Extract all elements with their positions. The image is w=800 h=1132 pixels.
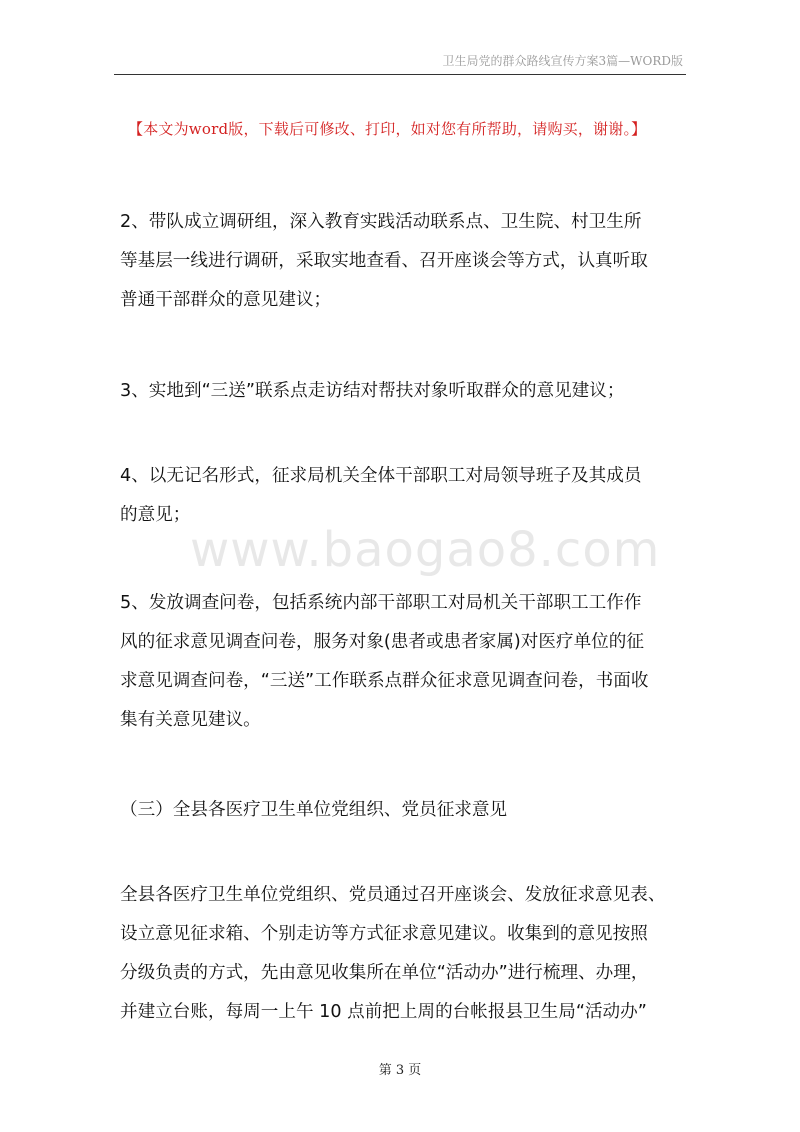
paragraph-item-2: [120, 203, 690, 320]
paragraph-line: 全县各医疗卫生单位党组织、党员通过召开座谈会、发放征求意见表、: [120, 885, 666, 905]
purchase-notice: 【本文为word版，下载后可修改、打印，如对您有所帮助，请购买，谢谢。】: [128, 120, 647, 138]
paragraph-line: 3、实地到“三送”联系点走访结对帮扶对象听取群众的意见建议；: [120, 381, 625, 401]
paragraph-line: 2、带队成立调研组，深入教育实践活动联系点、卫生院、村卫生所: [120, 212, 642, 232]
paragraph-line: 并建立台账，每周一上午 10 点前把上周的台帐报县卫生局“活动办”: [120, 1002, 647, 1022]
paragraph-line: 设立意见征求箱、个别走访等方式征求意见建议。收集到的意见按照: [120, 924, 648, 944]
paragraph-line: 分级负责的方式，先由意见收集所在单位“活动办”进行梳理、办理，: [120, 963, 649, 983]
paragraph-line: 风的征求意见调查问卷，服务对象(患者或患者家属)对医疗单位的征: [120, 632, 644, 652]
paragraph-line: 普通干部群众的意见建议；: [120, 290, 332, 310]
paragraph-line: 5、发放调查问卷，包括系统内部干部职工对局机关干部职工工作作: [120, 593, 642, 613]
paragraph-line: 求意见调查问卷，“三送”工作联系点群众征求意见调查问卷，书面收: [120, 671, 649, 691]
paragraph-item-4: [120, 457, 690, 535]
paragraph-item-5: [120, 584, 690, 740]
header-divider: [114, 74, 686, 75]
section-heading: [120, 791, 690, 830]
paragraph-line: 4、以无记名形式，征求局机关全体干部职工对局领导班子及其成员: [120, 466, 642, 486]
paragraph-line: 集有关意见建议。: [120, 710, 261, 730]
paragraph-line: 的意见；: [120, 505, 191, 525]
paragraph-line: 等基层一线进行调研，采取实地查看、召开座谈会等方式，认真听取: [120, 251, 648, 271]
paragraph-body: [120, 876, 690, 1032]
document-header-title: 卫生局党的群众路线宣传方案3篇—WORD版: [442, 54, 683, 68]
paragraph-item-3: [120, 372, 690, 411]
page-number: 第 3 页: [378, 1063, 422, 1078]
watermark-text: www.baogao8.com: [190, 522, 661, 578]
paragraph-line: （三）全县各医疗卫生单位党组织、党员征求意见: [120, 800, 508, 820]
